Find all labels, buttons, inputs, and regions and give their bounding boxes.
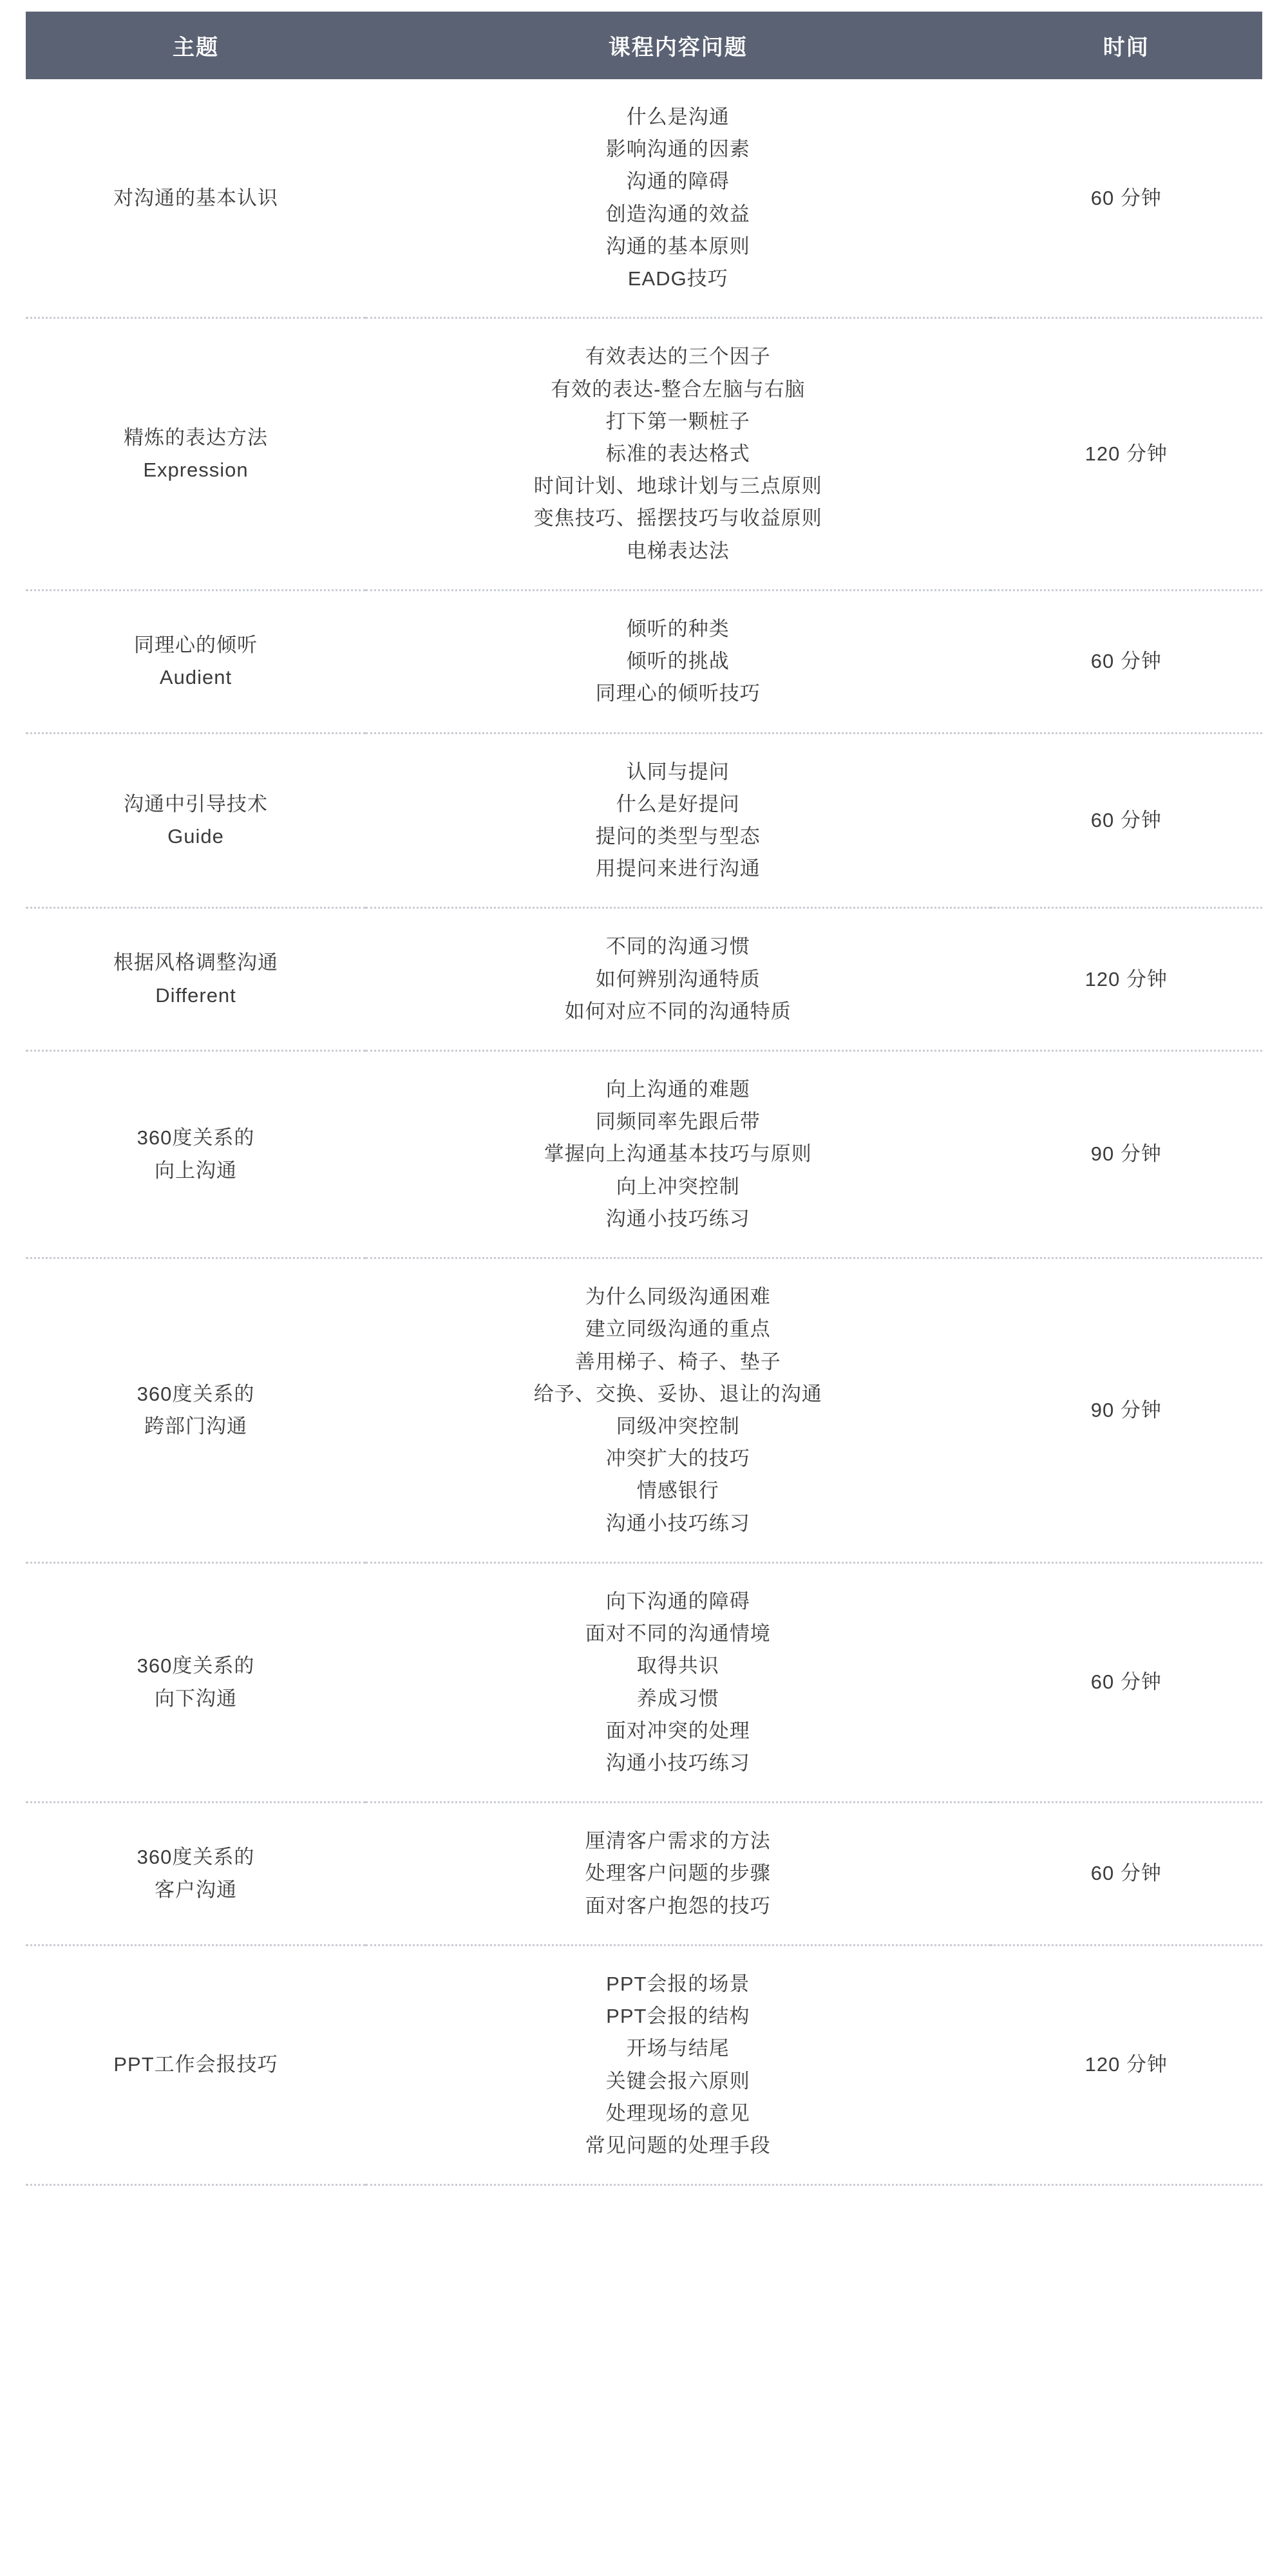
content-line: 不同的沟通习惯: [605, 935, 750, 958]
topic-line: Guide: [167, 824, 224, 848]
duration-value: 60 分钟: [1090, 1862, 1162, 1885]
content-line: 为什么同级沟通困难: [585, 1285, 771, 1309]
cell-content: [366, 1562, 990, 1802]
topic-line: Different: [155, 983, 236, 1007]
content-line: 面对不同的沟通情境: [585, 1622, 771, 1645]
content-line: 什么是好提问: [616, 792, 740, 815]
content-line: 沟通的基本原则: [605, 234, 750, 258]
cell-time: [990, 1562, 1262, 1802]
content-line: 向下沟通的障碍: [605, 1589, 750, 1613]
table-row: [26, 1051, 1262, 1258]
topic-line: 跨部门沟通: [144, 1415, 247, 1437]
cell-time: [990, 1051, 1262, 1258]
duration-value: 120 分钟: [1084, 442, 1168, 465]
content-line: 向上沟通的难题: [605, 1078, 750, 1101]
cell-content: [366, 733, 990, 908]
topic-line: Expression: [143, 459, 249, 482]
topic-line: 向上沟通: [155, 1159, 237, 1182]
column-header-time: 时间: [990, 12, 1262, 79]
cell-time: [990, 1803, 1262, 1946]
content-line: 提问的类型与型态: [595, 824, 761, 848]
cell-time: [990, 733, 1262, 908]
cell-topic: [26, 1258, 366, 1563]
topic-line: 360度关系的: [137, 1654, 255, 1678]
content-line: 给予、交换、妥协、退让的沟通: [533, 1382, 822, 1405]
content-line: 时间计划、地球计划与三点原则: [533, 475, 822, 498]
cell-content: [366, 1803, 990, 1946]
duration-value: 90 分钟: [1090, 1398, 1162, 1421]
content-line: 变焦技巧、摇摆技巧与收益原则: [533, 507, 822, 530]
topic-line: 360度关系的: [137, 1846, 255, 1869]
table-row: [26, 1945, 1262, 2184]
content-line: 面对冲突的处理: [605, 1719, 750, 1742]
cell-topic: [26, 733, 366, 908]
cell-topic: [26, 1562, 366, 1802]
content-line: 什么是沟通: [626, 106, 730, 128]
table-row: [26, 590, 1262, 733]
cell-topic: [26, 1803, 366, 1946]
content-line: 如何对应不同的沟通特质: [564, 999, 791, 1023]
content-line: 如何辨别沟通特质: [595, 967, 761, 990]
duration-value: 60 分钟: [1090, 808, 1162, 831]
column-header-topic: 主题: [26, 12, 366, 79]
content-line: 创造沟通的效益: [605, 202, 750, 225]
content-line: PPT会报的结构: [606, 2005, 750, 2028]
topic-line: 360度关系的: [137, 1382, 255, 1405]
content-line: 养成习惯: [636, 1687, 719, 1710]
content-line: 同频同率先跟后带: [595, 1110, 761, 1133]
cell-content: [366, 79, 990, 318]
table-row: [26, 79, 1262, 318]
content-line: 处理现场的意见: [605, 2101, 750, 2125]
content-line: EADG技巧: [627, 267, 728, 290]
duration-value: 120 分钟: [1084, 967, 1168, 990]
topic-line: PPT工作会报技巧: [113, 2053, 278, 2076]
duration-value: 90 分钟: [1090, 1142, 1162, 1166]
content-line: 同级冲突控制: [616, 1415, 740, 1437]
table-row: [26, 318, 1262, 591]
topic-line: 精炼的表达方法: [124, 426, 268, 449]
content-line: 面对客户抱怨的技巧: [585, 1894, 771, 1917]
duration-value: 120 分钟: [1084, 2053, 1168, 2076]
content-line: 电梯表达法: [626, 539, 730, 562]
cell-topic: [26, 590, 366, 733]
topic-line: 向下沟通: [155, 1687, 237, 1710]
cell-topic: [26, 908, 366, 1051]
table-body: [26, 79, 1262, 2185]
cell-time: [990, 79, 1262, 318]
content-line: 建立同级沟通的重点: [585, 1318, 771, 1341]
content-line: 有效的表达-整合左脑与右脑: [551, 377, 806, 401]
table-row: [26, 908, 1262, 1051]
topic-line: 对沟通的基本认识: [113, 186, 278, 209]
content-line: 倾听的挑战: [626, 650, 730, 673]
table-row: [26, 1562, 1262, 1802]
content-line: 沟通小技巧练习: [605, 1511, 750, 1535]
content-line: 有效表达的三个因子: [585, 345, 771, 368]
cell-topic: [26, 79, 366, 318]
content-line: 认同与提问: [626, 760, 730, 783]
content-line: 情感银行: [636, 1479, 719, 1502]
cell-time: [990, 1945, 1262, 2184]
table-header: [26, 12, 1262, 79]
cell-topic: [26, 1051, 366, 1258]
cell-time: [990, 318, 1262, 591]
content-line: 沟通的障碍: [626, 170, 730, 193]
table-row: [26, 1803, 1262, 1946]
table-row: [26, 733, 1262, 908]
cell-topic: [26, 1945, 366, 2184]
content-line: 打下第一颗桩子: [605, 410, 750, 433]
content-line: 善用梯子、椅子、垫子: [574, 1350, 781, 1373]
content-line: 取得共识: [636, 1654, 719, 1678]
duration-value: 60 分钟: [1090, 650, 1162, 673]
topic-line: 同理心的倾听: [134, 633, 258, 656]
column-header-content: 课程内容问题: [366, 12, 990, 79]
topic-line: 360度关系的: [137, 1126, 255, 1150]
duration-value: 60 分钟: [1090, 1671, 1162, 1694]
content-line: 处理客户问题的步骤: [585, 1862, 771, 1885]
topic-line: Audient: [159, 666, 232, 689]
cell-time: [990, 1258, 1262, 1563]
curriculum-table: [26, 12, 1262, 2186]
content-line: 沟通小技巧练习: [605, 1207, 750, 1230]
table-row: [26, 1258, 1262, 1563]
content-line: 沟通小技巧练习: [605, 1751, 750, 1774]
cell-content: [366, 908, 990, 1051]
cell-content: [366, 1051, 990, 1258]
cell-topic: [26, 318, 366, 591]
cell-content: [366, 1945, 990, 2184]
cell-content: [366, 1258, 990, 1563]
cell-content: [366, 318, 990, 591]
content-line: 常见问题的处理手段: [585, 2134, 771, 2157]
content-line: 关键会报六原则: [605, 2069, 750, 2092]
duration-value: 60 分钟: [1090, 186, 1162, 209]
content-line: 同理心的倾听技巧: [595, 682, 761, 705]
content-line: 开场与结尾: [626, 2037, 730, 2060]
topic-line: 根据风格调整沟通: [113, 951, 278, 974]
content-line: 掌握向上沟通基本技巧与原则: [544, 1142, 812, 1166]
content-line: 厘清客户需求的方法: [585, 1830, 771, 1853]
content-line: 标准的表达格式: [605, 442, 750, 465]
topic-line: 客户沟通: [155, 1878, 237, 1901]
cell-time: [990, 908, 1262, 1051]
content-line: 向上冲突控制: [616, 1175, 740, 1198]
cell-content: [366, 590, 990, 733]
content-line: 冲突扩大的技巧: [605, 1447, 750, 1470]
table-header-row: [26, 12, 1262, 79]
topic-line: 沟通中引导技术: [124, 792, 268, 815]
content-line: 倾听的种类: [626, 617, 730, 640]
content-line: PPT会报的场景: [606, 1972, 750, 1995]
content-line: 用提问来进行沟通: [595, 857, 761, 880]
cell-time: [990, 590, 1262, 733]
content-line: 影响沟通的因素: [605, 138, 750, 161]
